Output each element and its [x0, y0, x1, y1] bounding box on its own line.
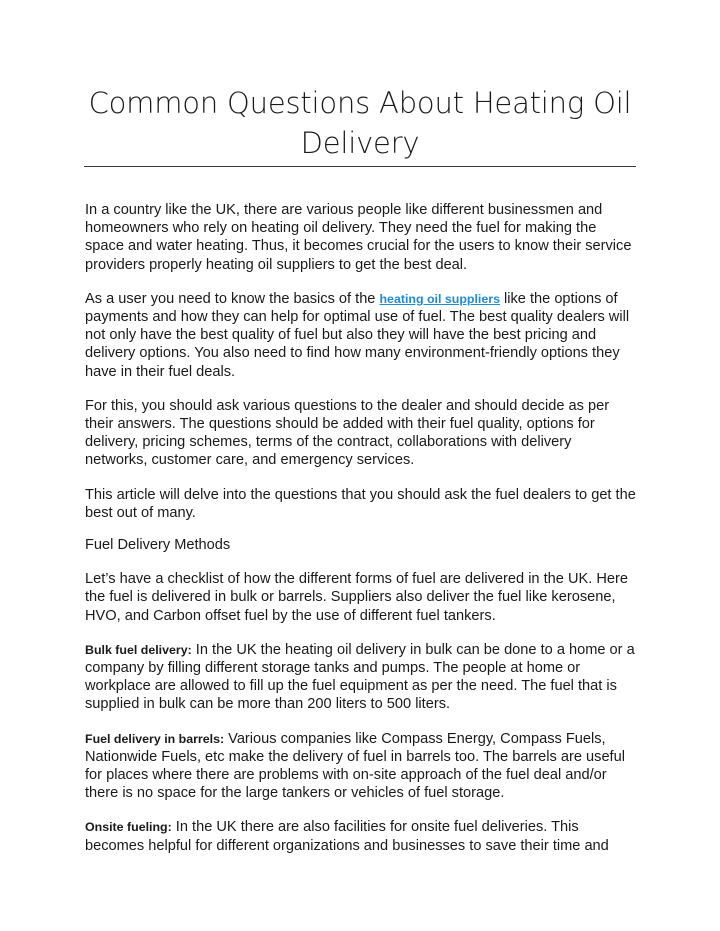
paragraph-onsite-fueling — [85, 818, 637, 854]
paragraph-questions: For this, you should ask various questions to the dealer and should decide as per their answers. The questions should be added with their fuel quality, options for delivery, pricing schemes, terms of the contract, collaborations with delivery networks, customer care, and emergency services. — [85, 397, 610, 469]
paragraph-barrels-delivery — [85, 730, 637, 803]
title-line-2: Delivery — [300, 126, 420, 160]
paragraph-checklist: Let’s have a checklist of how the different forms of fuel are delivered in the UK. Here the fuel is delivered in bulk or barrels. Suppliers also deliver the fuel like kerosene, HVO, and Carbon offset fuel by the use of different fuel tankers. — [85, 571, 628, 624]
bulk-delivery-text: In the UK the heating oil delivery in bulk can be done to a home or a company by filling different storage tanks and pumps. The people at home or workplace are allowed to fill up the fuel equipment as per the need. The fuel that is supplied in bulk can be more than 200 liters to 500 liters. — [85, 641, 635, 713]
paragraph-basics — [85, 290, 637, 381]
onsite-fueling-text: In the UK there are also facilities for onsite fuel deliveries. This becomes helpful for different organizations and businesses to save their time and — [85, 819, 609, 854]
title-divider — [84, 166, 636, 167]
title-line-1: Common Questions About Heating Oil — [88, 86, 632, 120]
bulk-delivery-label: Bulk fuel delivery: — [85, 642, 192, 657]
paragraph-basics-start: As a user you need to know the basics of the — [85, 290, 380, 307]
barrels-delivery-text: Various companies like Compass Energy, Compass Fuels, Nationwide Fuels, etc make the delivery of fuel in barrels too. The barrels are useful for places where there are problems with on-site approach of the fuel deal and/or there is no space for the large tankers or vehicles of fuel storage. — [85, 730, 625, 802]
document-body — [85, 201, 637, 871]
paragraph-bulk-delivery — [85, 641, 637, 714]
barrels-delivery-label: Fuel delivery in barrels: — [85, 731, 225, 746]
onsite-fueling-label: Onsite fueling: — [85, 820, 172, 835]
section-heading: Fuel Delivery Methods — [85, 537, 231, 554]
paragraph-article-scope: This article will delve into the questions that you should ask the fuel dealers to get the best out of many. — [85, 486, 636, 521]
paragraph-intro: In a country like the UK, there are various people like different businessmen and homeowners who rely on heating oil delivery. They need the fuel for making the space and water heating. Thus, it becomes crucial for the users to know their service providers properly heating oil suppliers to get the best deal. — [85, 202, 632, 273]
heating-oil-suppliers-link[interactable]: heating oil suppliers — [379, 291, 500, 306]
paragraph-basics-end: like the options of payments and how they can help for optimal use of fuel. The best quality dealers will not only have the best quality of fuel but also they will have the best pricing and delivery options. You also need to find how many environment-friendly options they have in their fuel deals. — [85, 290, 630, 380]
document-title — [84, 83, 636, 163]
